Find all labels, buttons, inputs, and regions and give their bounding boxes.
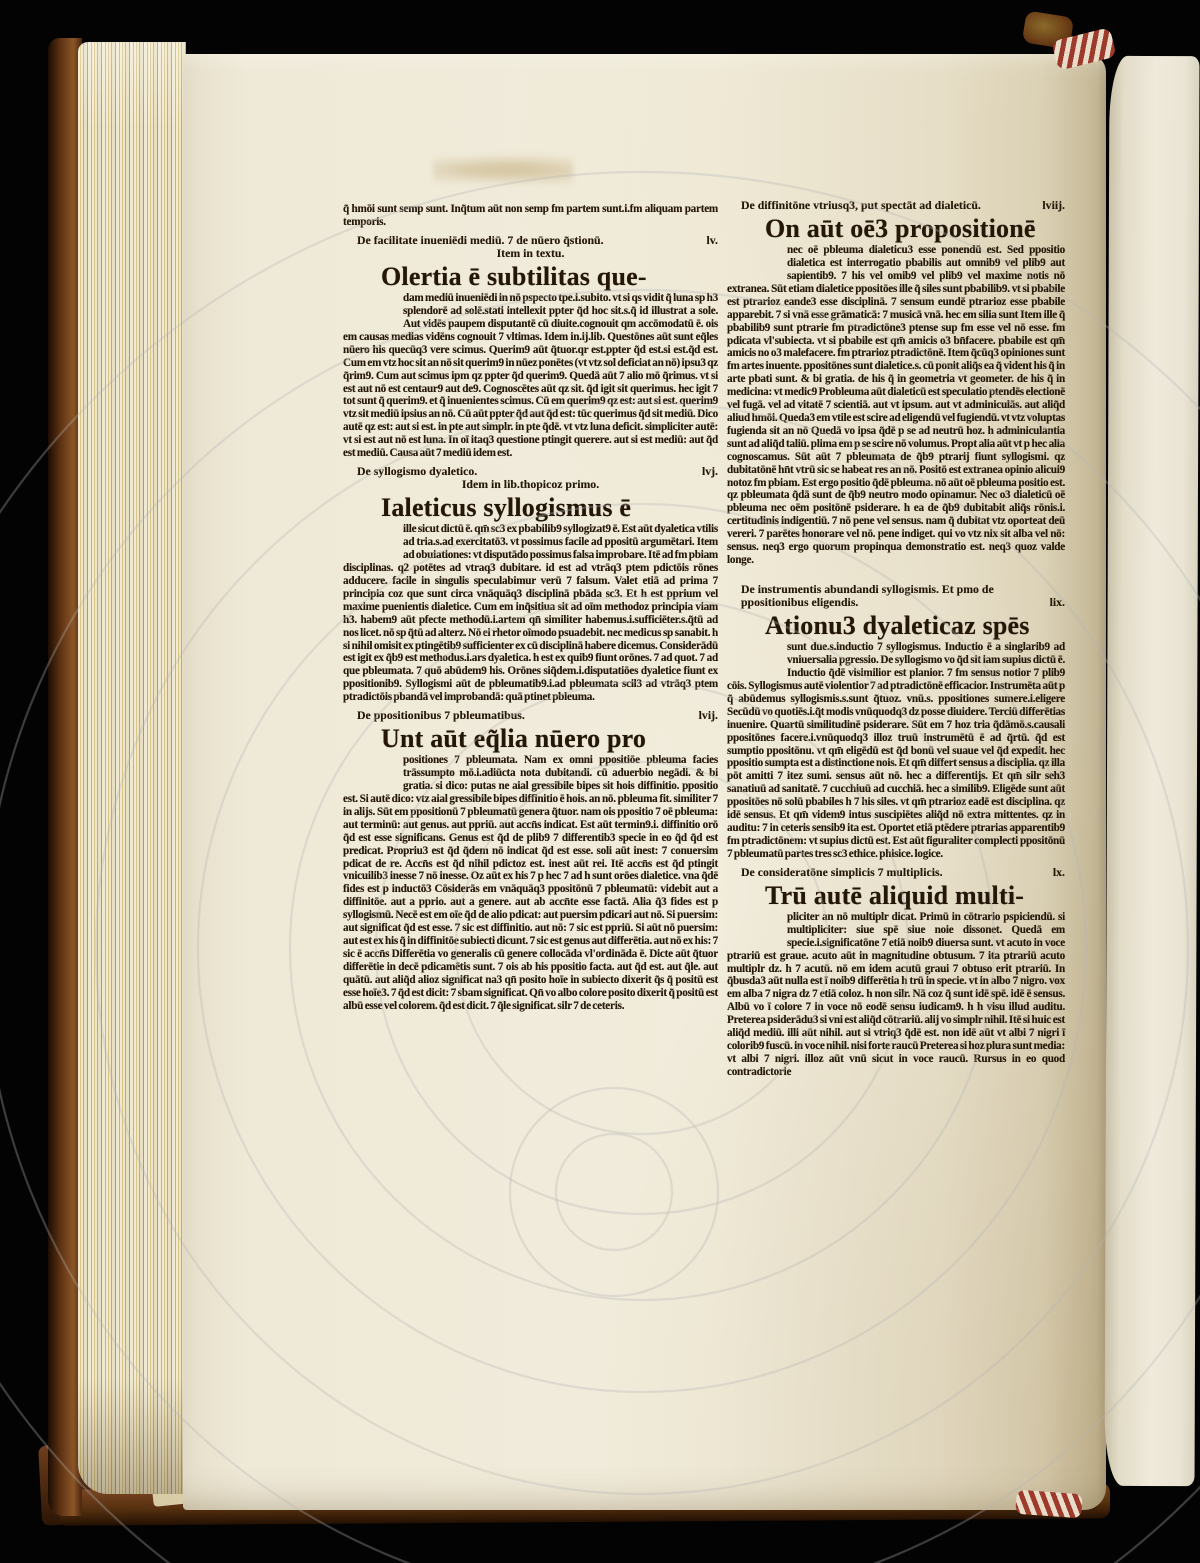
chapter-rubric — [727, 583, 1065, 609]
text-section — [727, 610, 1065, 860]
section-body: nec oē pbleuma dialeticu3 esse ponendū est. Sed ppositio dialetica est interrogatio pbabilis aut omnib9 vel plib9 aut sapientib9. 7 his vel omib9 vel plib9 vel maxime notis nō extranea. Sūt etiam dialetice ppositōes ille q̃ siles sunt pbabilib9. vt si pbabile est ptrarioz eande3 esse disciplinā. 7 sensum eundē ptrarioz esse pbabile apparebit. 7 si vnā esse grāmaticā: 7 musicā vnā. hec em silia sunt Item ille q̃ pbabilib9 sunt ptrarie fm ptradictōne3 ptense sup fm esse vel nō esse. fm pdicata vl'subiecta. vt si pbabile est qm̄ amicis o3 bn̄facere. pbabile est qm̄ amicis no o3 malefacere. fm ptrarioz ptradictōnē. Item q̃cūq3 opiniones sunt fm artes inuente. ppositōnes sunt dialetice.s. cū ponit aliq̃s ea q̃ vident his q̃ in arte pbati sunt. & bi gratia. de his q̃ in geometria vt geometer. de his q̃ in medicina: vt medic9 Probleuma aūt dialeticū est speculatio ptendēs electionē vel fugā. vel ad vitatē 7 scientiā. aut vt ipsum. aut vt adminiculās. aut aliq̃d aliud hmōi. Queda3 em vtile est scire ad eligendū vel fugiendū. vt vtz voluptas fugienda sit an nō Quedā vo ipsa q̃dē p se ad neutrū hoz. h adminiculantia sunt ad aliq̃d taliū. plima em p se scire nō volumus. Propt alia aūt vt p hec alia cognoscamus. Sūt aūt 7 pbleumata de q̃b9 ptrarij fiunt syllogismi. qz dubitatōnē hn̄t vtrū sic se habeat res an nō. Positō est extranea opinio alicui9 notoz fm pbiam. Est ergo positio q̃dē pbleuma. nō aūt oē pbleuma positio est. qz pbleumata q̃dā sunt de q̃b9 neutro modo opinamur. Nec o3 dialeticū oē pbleuma nec oēm positōnē psiderare. h ea de q̃b9 dubitabit aliq̃s rōnis.i. certitudinis indigentiū. 7 nō pene vel sensus. nam q̃ dubitat vtz oporteat deū vereri. 7 parētes honorare vel nō. pene indiget. qui vo vtz nix sit alba vel nō: sensus. neq3 ergo quorum propinqua demonstratio est. neq3 quoz valde longe. — [727, 244, 1065, 566]
incipit-indent-spacer — [343, 523, 403, 549]
rubric-text: De instrumentis abundandi syllogismis. Et pmo de ppositionibus eligendis. — [741, 581, 994, 610]
incipit-indent-spacer — [727, 641, 787, 667]
chapter-rubric — [343, 234, 718, 247]
facing-page-edge — [1105, 56, 1200, 1486]
text-section — [343, 492, 718, 704]
chapter-rubric — [727, 866, 1065, 879]
text-column-right — [727, 194, 1065, 1079]
chapter-rubric — [343, 465, 718, 478]
source-note: Idem in lib.thopicoz primo. — [461, 477, 600, 492]
chapter-number: lvj. — [701, 464, 718, 478]
endband-bottom — [1015, 1490, 1083, 1519]
section-incipit: Ationu3 dyaleticaz spēs — [765, 611, 1030, 641]
rubric-text: De syllogismo dyaletico. — [357, 464, 478, 478]
chapter-number: lv. — [706, 232, 718, 247]
chapter-rubric — [343, 709, 718, 722]
section-incipit: Unt aūt eq̃lia nūero pro — [381, 724, 647, 754]
chapter-rubric — [727, 199, 1065, 212]
incipit-indent-spacer — [727, 911, 787, 937]
show-through-ghost — [433, 152, 573, 188]
section-incipit: Olertia ē subtilitas que- — [381, 262, 647, 292]
source-note: Item in textu. — [496, 246, 565, 261]
section-body: positiones 7 pbleumata. Nam ex omni ppositiōe pbleuma facies trāssumpto mō.i.adiūcta nota dubitandi. cū aduerbio negādi. & bi gratia. si dico: putas ne aial gressibile bipes sit hois diffinitio. ppositio est. Si autē dico: vtz aial gressibile bipes diffinitio ē hois. an nō. pbleuma fit. similiter 7 in alijs. Sūt em ppositionū 7 pbleumatū genera q̃tuor. nam ois ppositio 7 oē pbleuma: aut terminū: aut genus. aut ppriū. aut accn̄s indicat. Est aūt termin9.i. diffinitio orō q̃d est esse significans. Genus est q̃d de plib9 7 differentib3 specie in eo q̃d q̃d est predicat. Propriu3 est q̃d q̃dem nō indicat q̃d est esse. soli aūt inest: 7 conuersim pdicat de re. Accn̄s est q̃d nihil pdictoz est. inest aūt rei. Itē accn̄s est q̃d ptingit vnicuilib3 inesse 7 nō inesse. Oz aūt ex his 7 p hec 7 ad h sunt orōes dialetice. vna q̃dē fides est p inductō3 Cōsiderās em vnāquāq3 ppositōnū 7 pbleumatū: videbit aut a diffinitōe. aut a pprio. aut a genere. aut ab accn̄te esse factā. Alia q̃3 fides est p syllogismū. Necē est em oīe q̃d de alio pdicat: aut puersim pdicari aut nō. Si puersim: aut significat q̃d est esse. 7 sic est diffinitio. aut nō: 7 sic est ppriū. Si aūt nō puersim: aut est ex his q̃ in diffinitōe subiecti dicunt. 7 sic est genus aut differētia. aut nō ex his: 7 sic ē accn̄s Differētia vo generalis cū genere collocāda vl'ordināda ē. Dicte aūt q̃tuor differētie in decē pdicamētis sunt. 7 ois ab his ppositio facta. aut q̃d est. aut q̃le. aut quātū. aut aliq̃d alioz significat na3 qn̄ posito hoīe in subiecto dixerit q̃s q̃ positū est esse hoīe3. 7 q̃d est dicit: 7 sbam significat. Qn̄ vo albo colore posito dixerit q̃ positū est albū esse vel colorem. q̃d est dicit. 7 q̃le significat. silr 7 de ceteris. — [343, 754, 718, 1012]
text-section — [727, 213, 1065, 567]
text-section — [727, 880, 1065, 1079]
chapter-number: lx. — [1052, 864, 1065, 879]
rubric-text: De consideratōne simplicis 7 multiplicis. — [741, 864, 943, 879]
section-body: pliciter an nō multiplr dicat. Primū in cōtrario pspiciendū. si multipliciter: siue spē siue noie dissonet. Quedā em specie.i.significatōne 7 etiā noib9 diuersa sunt. vt acuto in voce ptrariū est graue. acuto aūt in magnitudine obtusum. 7 ita ptrariū acuto multiplr dz. h 7 acutū. nō em idem acutū graui 7 obtuso erit ptrariū. In q̃busda3 aūt nulla est ī noib9 differētia h trū in specie. vt in albo 7 nigro. vox em alba 7 nigra dz 7 etiā coloz. h non silr. Nā coz q̃ sunt idē spē. idē ē sensus. Albū vo ī colore 7 in voce nō eodē sensu iudicam9. h h visu illud auditu. Preterea psiderādu3 si vni est aliq̃d cōtrariū. alij vo simplr nihil. Itē si huic est aliq̃d mediū. illi aūt nihil. aut si vtriq3 q̃dē est. non idē aūt vt albi 7 nigri ī colorib9 fuscū. in voce nihil. nisi forte raucū Preterea si hoz plura sunt media: vt albi 7 nigri. illoz aūt vnū sicut in voce raucū. Rursus in eo quod contradictorie — [727, 910, 1065, 1078]
page-fore-edge-stack — [78, 42, 186, 1494]
rubric-text: De facilitate inueniēdi mediū. 7 de nūero q̃stionū. — [357, 232, 604, 247]
section-incipit: On aūt oē3 propositionē — [765, 214, 1036, 244]
incipit-indent-spacer — [343, 292, 403, 318]
book-page — [183, 54, 1106, 1510]
section-body: sunt due.s.inductio 7 syllogismus. Inductio ē a singlarib9 ad vniuersalia pgressio. De syllogismo vo q̃d sit iam supius dictū ē. Inductio q̃dē visimilior est planior. 7 fm sensus notior 7 plib9 cōis. Syllogismus autē violentior 7 ad ptradictōnē efficacior. Instrumēta aūt p q̃ abūdemus syllogismis.s.sunt q̃tuoz. vnū.s. ppositiones sumere.i.eligere Secūdū vo quotiēs.i.q̃t modis vnūquodq3 dz posse diuidere. Terciū differētias inuenire. Quartū similitudinē psiderare. Sūt em 7 hoz tria q̃dāmō.s.causali ppositōnes facere.i.vnūquodq3 illoz truū instrumētū ē ad q̃rtū. q̃d est sumptio ppositōnu. vt qm̄ eligēdū est q̃d bonū vel suaue vel q̃d expedit. hec ppositio sumpta est a distinctione nois. Et qm̄ differt sensus a disciplia. qz illa pōt amitti 7 itez sumi. sensus aūt nō. hec a differentijs. Et qm̄ silr seh3 sanatiuū ad sanitatē. 7 cucchiuū ad cucchiā. hec a similib9. Eligēde sunt aūt ppositōes nō solū pbabiles h 7 his siles. vt qm̄ ptrarioz eadē est disciplina. qz idē sensus. Et qm̄ videm9 intus suscipiētes aliq̃d nō extra mittentes. qz in auditu: 7 in ceteris sensib9 ita est. Oportet etiā ptēdere ptrarias apparentib9 fm ptradictōnem: vt supius dictū est. Est aūt figuraliter complecti ppositōnū 7 pbleumatū partes tres sc3 ethice. phisice. logice. — [727, 641, 1065, 860]
incipit-indent-spacer — [343, 754, 403, 780]
section-body: dam mediū inueniēdi in nō pspecto tpe.i.subito. vt si qs vidit q̃ luna sp h3 splendorē ad solē.stati intellexit ppter q̃d hoc sit.s.q̃ id illustrat a sole. Aut vidēs paupem disputantē cū diuite.cognouit qm accōmodatū ē. ois em causas medias vidēns cognouit 7 vltimas. Idem in.ij.lib. Questōnes aūt sunt eq̃les nūero his quecūq3 vere scimus. Querim9 aūt q̃tuor.qr est.ppter q̃d est.si est.q̃d est. Cum em vtz hoc sit an nō sit querim9 in nūez ponētes (vt vtz sol deficiat an nō) ipsu3 qz q̃rim9. Cum aut scimus ipm qz ppter q̃d querim9. Quedā aūt 7 alio mō q̃rimus. vt si est aut nō est centaur9 aut de9. Cognoscētes aūt qz sit. q̃d igit sit querimus. hec igit 7 tot sunt q̃ querim9. et q̃ inuenientes scimus. Cū em querim9 qz est: aut si est. querim9 vtz sit mediū ipsius an nō. Cū aūt ppter q̃d aut q̃d est: tūc querimus q̃d sit mediū. Dico autē qz est: aut si est. in pte aut simplr. in pte q̃dē. vt vtz luna deficit. simpliciter autē: vt si est aut nō est luna. In oī itaq3 questione ptingit querere. aut si est mediū: aut q̃d est mediū. Causa aūt 7 mediū idem est. — [343, 292, 718, 460]
text-section — [343, 261, 718, 460]
section-incipit: Trū autē aliquid multi- — [765, 880, 1025, 910]
leather-cover-left-edge — [48, 38, 82, 1516]
rubric-text: De ppositionibus 7 pbleumatibus. — [357, 708, 525, 723]
chapter-number: lvij. — [698, 708, 718, 723]
chapter-number: lviij. — [1042, 198, 1065, 212]
body-continuation: q̃ hmōi sunt semp sunt. Inq̃tum aūt non semp fm partem sunt.i.fm aliquam partem temporis. — [343, 203, 718, 228]
section-body: ille sicut dictū ē. qm̄ sc3 ex pbabilib9 syllogizat9 ē. Est aūt dyaletica vtilis ad tria.s.ad exercitatō3. vt possimus facile ad ppositū argumētari. Item ad obuiationes: vt disputādo possimus falsa improbare. Itē ad fm pbiam disciplinas. q2 potētes ad vtraq3 dubitare. id est ad vtrāq3 ptem pdictōis rōnes adducere. facile in singulis speculabimur verū 7 falsum. Valet etiā ad prima 7 principia coz que sunt circa vnāquāq3 disciplinā pbāda sc3. Et h est pprium vel maxime puenientis dialetice. Cum em inq̃sitiua sit ad oīm methodoz principia viam h3. habem9 aūt pfecte methodū.i.artem qn̄ similiter habemus.i.sufficiēter.s.q̃tū ad nos licet. nō sp q̃tū ad alterz. Nō ei rhetor oīmodo psuadebit. nec medicus sp sanabit. h si nihil omisit ex ptingētib9 sufficienter ex cū disciplinā habere dicemus. Considerādū est igit ex q̃b9 est methodus.i.ars dyaletica. h est ex quib9 fiunt orōnes. 7 ad quot. 7 ad que pbleumata. 7 quō abūdem9 his. Orōnes siq̃dem.i.disputatiōes dyaletice fiunt ex ppositionib9. Syllogismi aūt de pbleumatib9.i.ad pbleumata scil3 ad vtrāq3 ptem ptradictōis pbandā vel improbandā: quā ptinet pbleuma. — [343, 523, 718, 704]
incipit-indent-spacer — [727, 244, 787, 270]
section-incipit: Ialeticus syllogismus ē — [381, 493, 632, 523]
text-section — [343, 723, 718, 1012]
rubric-text: De diffinitōne vtriusq3, put spectāt ad dialeticū. — [741, 198, 981, 212]
text-column-left — [343, 203, 718, 1012]
chapter-number: lix. — [1049, 595, 1065, 610]
